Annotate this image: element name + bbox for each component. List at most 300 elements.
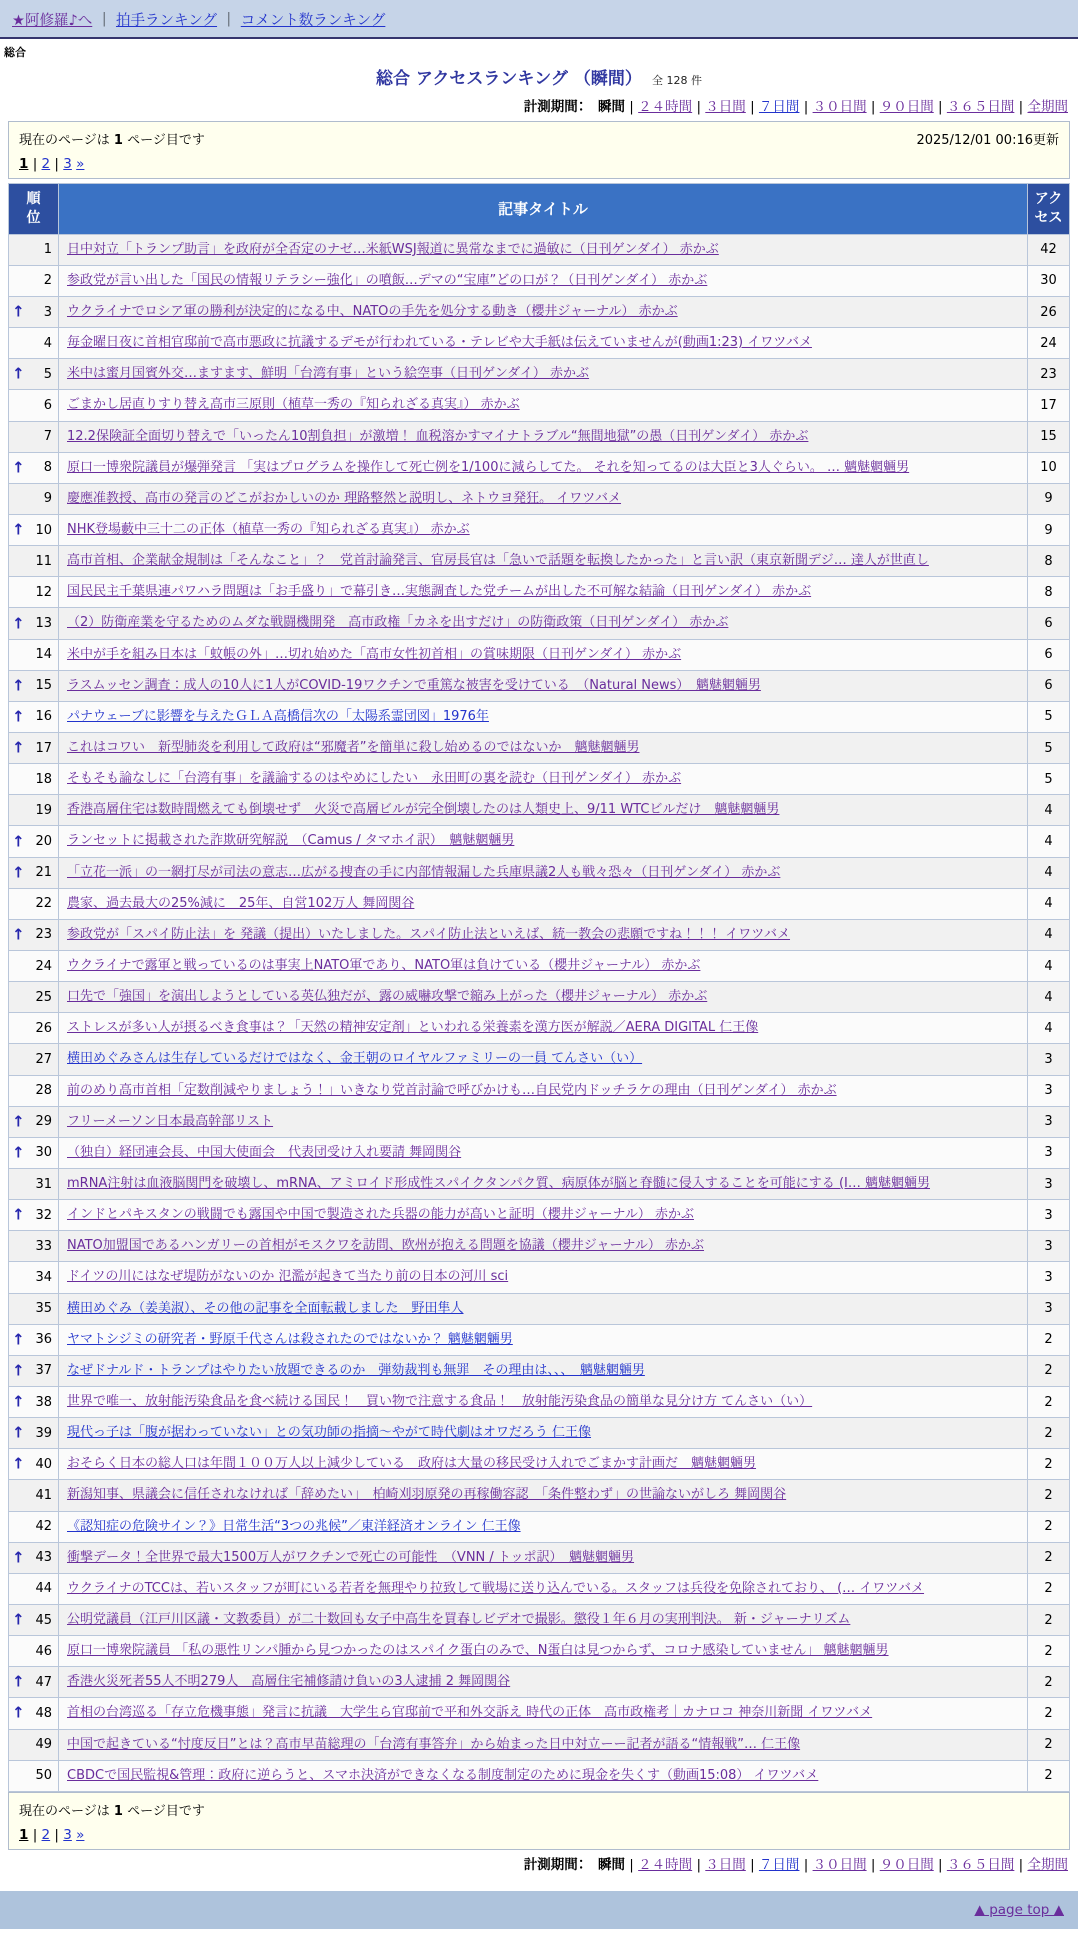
title-cell [59, 1169, 1028, 1200]
rank-number: 3 [43, 304, 52, 320]
article-link[interactable]: 高市首相、企業献金規制は「そんなこと」？ 党首討論発言、官房長官は「急いで話題を転換したかった」と言い訳（東京新聞デジ… 達人が世直し [67, 553, 929, 569]
title-cell [59, 1636, 1028, 1667]
rank-number: 45 [35, 1612, 52, 1628]
rank-cell [9, 951, 59, 982]
title-cell [59, 265, 1028, 296]
period-link[interactable]: ３日間 [705, 1856, 746, 1873]
access-count: 2 [1028, 1542, 1070, 1573]
rank-number: 24 [35, 958, 52, 974]
table-row [9, 857, 1070, 888]
rank-number: 39 [35, 1425, 52, 1441]
rank-cell [9, 1231, 59, 1262]
table-row [9, 982, 1070, 1013]
table-row [9, 795, 1070, 826]
rank-number: 37 [35, 1363, 52, 1379]
table-row [9, 1075, 1070, 1106]
rank-cell [9, 546, 59, 577]
period-link[interactable]: ３日間 [705, 99, 746, 115]
access-count: 10 [1028, 452, 1070, 483]
table-row [9, 1106, 1070, 1137]
title-cell [59, 1573, 1028, 1604]
rank-number: 49 [35, 1737, 52, 1753]
rank-number: 12 [35, 584, 52, 600]
title-cell [59, 1013, 1028, 1044]
table-row [9, 1044, 1070, 1075]
current-page-number: 1 [113, 133, 123, 148]
article-link[interactable]: フリーメーソン日本最高幹部リスト [67, 1113, 274, 1129]
rank-number: 32 [35, 1207, 52, 1223]
period-link[interactable]: ９０日間 [879, 1856, 934, 1873]
rank-up-arrow-icon: ↑ [12, 458, 25, 477]
title-line [0, 62, 1078, 92]
article-link[interactable]: ヤマトシジミの研究者・野原千代さんは殺されたのではないか？ 魑魅魍魎男 [67, 1331, 513, 1347]
article-link[interactable]: 毎金曜日夜に首相官邸前で高市悪政に抗議するデモが行われている・テレビや大手紙は伝えていませんが(動画1:23) イワツバメ [67, 335, 812, 351]
article-link[interactable]: 米中が手を組み日本は「蚊帳の外」…切れ始めた「高市女性初首相」の賞味期限（日刊ゲンダイ） 赤かぶ [67, 646, 682, 662]
period-link[interactable]: 全期間 [1027, 1856, 1068, 1873]
rank-up-arrow-icon: ↑ [12, 1361, 25, 1380]
article-link[interactable]: 首相の台湾巡る「存立危機事態」発言に抗議 大学生ら官邸前で平和外交訴え 時代の正体 高市政権考｜カナロコ 神奈川新聞 イワツバメ [67, 1705, 873, 1721]
pagination-page-link[interactable]: 1 [19, 156, 29, 172]
period-label: 計測期間： [523, 99, 599, 115]
article-link[interactable]: 「立花一派」の一網打尽が司法の意志…広がる捜査の手に内部情報漏した兵庫県議2人も戦々恐々（日刊ゲンダイ） 赤かぶ [67, 864, 781, 880]
pagination-next-link[interactable]: » [76, 156, 85, 172]
article-link[interactable]: 慶應准教授、高市の発言のどこがおかしいのか 理路整然と説明し、ネトウヨ発狂。 イワツバメ [67, 490, 622, 506]
current-page-suffix: ページ目です [127, 133, 205, 148]
table-row [9, 608, 1070, 639]
title-cell [59, 1542, 1028, 1573]
table-row [9, 483, 1070, 514]
rank-number: 7 [43, 429, 52, 445]
table-row [9, 1013, 1070, 1044]
title-cell [59, 764, 1028, 795]
title-cell [59, 1480, 1028, 1511]
period-link[interactable]: ３０日間 [812, 99, 867, 115]
access-count: 2 [1028, 1511, 1070, 1542]
title-cell [59, 452, 1028, 483]
table-row [9, 1231, 1070, 1262]
title-cell [59, 515, 1028, 546]
pagination-page-link[interactable]: 3 [63, 156, 72, 172]
rank-number: 35 [35, 1301, 52, 1317]
rank-cell [9, 826, 59, 857]
title-cell [59, 1231, 1028, 1262]
rank-number: 2 [43, 273, 52, 289]
period-link[interactable]: ３６５日間 [946, 1856, 1015, 1873]
pagination-top: 1 | 2 | 3 » [19, 156, 85, 172]
article-link[interactable]: 香港火災死者55人不明279人 高層住宅補修請け負いの3人逮捕 2 舞岡関谷 [67, 1674, 511, 1690]
rank-cell [9, 857, 59, 888]
rank-number: 5 [43, 366, 52, 382]
access-count: 42 [1028, 234, 1070, 265]
title-cell [59, 483, 1028, 514]
rank-cell [9, 1667, 59, 1698]
access-count: 23 [1028, 359, 1070, 390]
article-link[interactable]: 国民民主千葉県連パワハラ問題は「お手盛り」で幕引き…実態調査した党チームが出した不可解な結論（日刊ゲンダイ） 赤かぶ [67, 584, 812, 600]
rank-cell [9, 1262, 59, 1293]
rank-cell [9, 795, 59, 826]
article-link[interactable]: ストレスが多い人が摂るべき食事は？「天然の精神安定剤」といわれる栄養素を漢方医が解説／AERA DIGITAL 仁王像 [67, 1020, 759, 1036]
article-link[interactable]: 原口一博衆院議員が爆弾発言 「実はプログラムを操作して死亡例を1/100に減らしてた。 それを知ってるのは大臣と3人ぐらい。 … 魑魅魍魎男 [67, 459, 910, 475]
access-count: 2 [1028, 1698, 1070, 1729]
table-row [9, 265, 1070, 296]
access-count: 2 [1028, 1604, 1070, 1635]
access-count: 5 [1028, 701, 1070, 732]
table-row [9, 639, 1070, 670]
rank-number: 8 [43, 460, 52, 476]
rank-up-arrow-icon: ↑ [12, 1610, 25, 1629]
article-link[interactable]: CBDCで国民監視&管理：政府に逆らうと、スマホ決済ができなくなる制度制定のために現金を失くす（動画15:08） イワツバメ [67, 1767, 819, 1783]
rank-cell [9, 919, 59, 950]
table-row [9, 1137, 1070, 1168]
article-link[interactable]: （2）防衛産業を守るためのムダな戦闘機開発 高市政権「カネを出すだけ」の防衛政策（日刊ゲンダイ） 赤かぶ [67, 615, 729, 631]
access-count: 4 [1028, 857, 1070, 888]
article-link[interactable]: ドイツの川にはなぜ堤防がないのか 氾濫が起きて当たり前の日本の河川 sci [67, 1269, 509, 1285]
rank-up-arrow-icon: ↑ [12, 1205, 25, 1224]
updated-timestamp: 2025/12/01 00:16更新 [916, 133, 1059, 148]
access-count: 3 [1028, 1293, 1070, 1324]
access-count: 2 [1028, 1449, 1070, 1480]
access-count: 2 [1028, 1636, 1070, 1667]
rank-number: 21 [35, 865, 52, 881]
access-count: 2 [1028, 1760, 1070, 1791]
title-cell [59, 1262, 1028, 1293]
rank-up-arrow-icon: ↑ [12, 832, 25, 851]
page-title: 総合 アクセスランキング （瞬間） [376, 69, 642, 89]
article-link[interactable]: 新潟知事、県議会に信任されなければ「辞めたい」 柏崎刈羽原発の再稼働容認 「条件整わず」の世論ないがしろ 舞岡関谷 [67, 1487, 787, 1503]
column-header-title: 記事タイトル [59, 184, 1028, 235]
rank-up-arrow-icon: ↑ [12, 863, 25, 882]
article-link[interactable]: 12.2保険証全面切り替えで「いったん10割負担」が激増！ 血税溶かすマイナトラブル“無間地獄”の愚（日刊ゲンダイ） 赤かぶ [67, 428, 809, 444]
access-count: 2 [1028, 1324, 1070, 1355]
rank-cell [9, 1200, 59, 1231]
article-link[interactable]: 世界で唯一、放射能汚染食品を食べ続ける国民！ 買い物で注意する食品！ 放射能汚染食品の簡単な見分け方 てんさい（い） [67, 1393, 813, 1409]
table-row [9, 1480, 1070, 1511]
access-count: 26 [1028, 297, 1070, 328]
category-label: 総合 [4, 46, 26, 59]
title-cell [59, 1667, 1028, 1698]
period-link[interactable]: 全期間 [1027, 99, 1068, 115]
period-link[interactable]: ７日間 [758, 1856, 800, 1873]
article-link[interactable]: なぜドナルド・トランプはやりたい放題できるのか 弾劾裁判も無罪 その理由は、、、 魑魅魍魎男 [67, 1362, 645, 1378]
pagination-page-link[interactable]: 2 [41, 156, 51, 172]
table-row [9, 1511, 1070, 1542]
page-top-bar [0, 1891, 1078, 1929]
table-row [9, 1169, 1070, 1200]
title-cell [59, 1293, 1028, 1324]
rank-cell [9, 297, 59, 328]
pagination-page-link[interactable]: 2 [41, 1826, 51, 1843]
rank-cell [9, 328, 59, 359]
article-link[interactable]: 口先で「強国」を演出しようとしている英仏独だが、露の威嚇攻撃で縮み上がった（櫻井ジャーナル） 赤かぶ [67, 989, 708, 1005]
title-cell [59, 1355, 1028, 1386]
access-count: 4 [1028, 826, 1070, 857]
column-header-rank: 順位 [9, 184, 59, 235]
access-count: 4 [1028, 951, 1070, 982]
access-count: 4 [1028, 982, 1070, 1013]
table-row [9, 1573, 1070, 1604]
rank-number: 6 [43, 398, 52, 414]
article-link[interactable]: （独自）経団連会長、中国大使面会 代表団受け入れ要請 舞岡関谷 [67, 1144, 462, 1160]
access-count: 5 [1028, 733, 1070, 764]
top-nav [0, 0, 1078, 39]
period-link[interactable]: ７日間 [758, 99, 800, 115]
rank-number: 14 [35, 647, 52, 663]
article-link[interactable]: 日中対立「トランプ助言」を政府が全否定のナゼ…米紙WSJ報道に異常なまでに過敏に（日刊ゲンダイ） 赤かぶ [67, 241, 719, 257]
period-current: 瞬間 [598, 99, 626, 115]
table-row [9, 328, 1070, 359]
title-cell [59, 888, 1028, 919]
title-cell [59, 951, 1028, 982]
rank-up-arrow-icon: ↑ [12, 1330, 25, 1349]
rank-number: 36 [35, 1332, 52, 1348]
rank-number: 43 [35, 1550, 52, 1566]
table-row [9, 1698, 1070, 1729]
rank-up-arrow-icon: ↑ [12, 1548, 25, 1567]
rank-number: 48 [35, 1705, 52, 1721]
rank-number: 9 [43, 491, 52, 507]
title-cell [59, 670, 1028, 701]
title-cell [59, 546, 1028, 577]
nav-link[interactable]: ★阿修羅♪へ [12, 13, 93, 29]
access-count: 2 [1028, 1355, 1070, 1386]
article-link[interactable]: ウクライナのTCCは、若いスタッフが町にいる若者を無理やり拉致して戦場に送り込んでいる。スタッフは兵役を免除されており、 (… イワツバメ [67, 1580, 925, 1596]
rank-cell [9, 1698, 59, 1729]
access-count: 8 [1028, 577, 1070, 608]
access-count: 9 [1028, 483, 1070, 514]
rank-up-arrow-icon: ↑ [12, 1454, 25, 1473]
rank-number: 11 [35, 553, 52, 569]
title-cell [59, 1604, 1028, 1635]
article-link[interactable]: そもそも論なしに「台湾有事」を議論するのはやめにしたい 永田町の裏を読む（日刊ゲンダイ） 赤かぶ [67, 771, 682, 787]
article-link[interactable]: ウクライナで露軍と戦っているのは事実上NATO軍であり、NATO軍は負けている（櫻井ジャーナル） 赤かぶ [67, 958, 701, 974]
article-link[interactable]: ウクライナでロシア軍の勝利が決定的になる中、NATOの手先を処分する動き（櫻井ジャーナル） 赤かぶ [67, 304, 678, 320]
article-link[interactable]: 原口一博衆院議員 「私の悪性リンパ腫から見つかったのはスパイク蛋白のみで、N蛋白は見つからず、コロナ感染していません」 魑魅魍魎男 [67, 1643, 889, 1659]
access-count: 2 [1028, 1480, 1070, 1511]
rank-number: 41 [35, 1487, 52, 1503]
page-info-bar-top [8, 121, 1070, 179]
rank-cell [9, 764, 59, 795]
period-link[interactable]: ２４時間 [638, 1856, 693, 1873]
rank-number: 19 [35, 802, 52, 818]
access-count: 2 [1028, 1386, 1070, 1417]
article-link[interactable]: 横田めぐみさんは生存しているだけではなく、金王朝のロイヤルファミリーの一員 てんさい（い） [67, 1051, 643, 1067]
access-count: 4 [1028, 888, 1070, 919]
article-link[interactable]: パナウェーブに影響を与えたＧＬＡ高橋信次の「太陽系霊団図」1976年 [67, 708, 489, 724]
title-cell [59, 234, 1028, 265]
article-link[interactable]: mRNA注射は血液脳関門を破壊し、mRNA、アミロイド形成性スパイクタンパク質、病原体が脳と脊髄に侵入することを可能にする (I… 魑魅魍魎男 [67, 1176, 930, 1191]
access-count: 4 [1028, 1013, 1070, 1044]
rank-cell [9, 1169, 59, 1200]
current-page-number: 1 [113, 1803, 123, 1819]
rank-up-arrow-icon: ↑ [12, 365, 25, 384]
title-cell [59, 1449, 1028, 1480]
article-link[interactable]: 中国で起きている“忖度反日”とは？高市早苗総理の「台湾有事答弁」から始まった日中対立ーー記者が語る“情報戦”… 仁王像 [67, 1736, 801, 1752]
rank-number: 46 [35, 1643, 52, 1659]
rank-cell [9, 982, 59, 1013]
pagination-page-link[interactable]: 3 [63, 1826, 72, 1843]
article-link[interactable]: これはコワい 新型肺炎を利用して政府は“邪魔者”を簡単に殺し始めるのではないか 魑魅魍魎男 [67, 740, 640, 756]
table-row [9, 1729, 1070, 1760]
access-count: 4 [1028, 795, 1070, 826]
rank-number: 17 [35, 740, 52, 756]
table-row [9, 515, 1070, 546]
rank-cell [9, 608, 59, 639]
table-row [9, 1386, 1070, 1417]
title-cell [59, 328, 1028, 359]
table-row [9, 1542, 1070, 1573]
rank-up-arrow-icon: ↑ [12, 1143, 25, 1162]
rank-cell [9, 359, 59, 390]
rank-cell [9, 1760, 59, 1791]
article-link[interactable]: おそらく日本の総人口は年間１００万人以上減少している 政府は大量の移民受け入れでごまかす計画だ 魑魅魍魎男 [67, 1456, 757, 1472]
article-link[interactable]: NHK登場藪中三十二の正体（植草一秀の『知られざる真実』） 赤かぶ [67, 522, 470, 538]
table-row [9, 1636, 1070, 1667]
rank-number: 29 [35, 1114, 52, 1130]
rank-cell [9, 670, 59, 701]
table-row [9, 764, 1070, 795]
rank-cell [9, 1480, 59, 1511]
rank-up-arrow-icon: ↑ [12, 1112, 25, 1131]
rank-cell [9, 701, 59, 732]
column-header-access: アクセス [1028, 184, 1070, 235]
period-link[interactable]: ３６５日間 [946, 99, 1015, 115]
rank-cell [9, 1075, 59, 1106]
title-cell [59, 701, 1028, 732]
total-count: 全 128 件 [651, 74, 702, 87]
table-row [9, 1449, 1070, 1480]
rank-cell [9, 390, 59, 421]
table-row [9, 888, 1070, 919]
table-row [9, 577, 1070, 608]
rank-cell [9, 452, 59, 483]
table-row [9, 1760, 1070, 1791]
title-cell [59, 1386, 1028, 1417]
rank-cell [9, 1106, 59, 1137]
rank-number: 4 [43, 335, 52, 351]
access-count: 8 [1028, 546, 1070, 577]
title-cell [59, 297, 1028, 328]
article-link[interactable]: 参政党が「スパイ防止法」を 発議（提出）いたしました。スパイ防止法といえば、統一教会の悲願ですね！！！ イワツバメ [67, 926, 791, 942]
title-cell [59, 1324, 1028, 1355]
access-count: 6 [1028, 608, 1070, 639]
access-count: 4 [1028, 919, 1070, 950]
nav-link[interactable]: コメント数ランキング [240, 13, 386, 29]
title-cell [59, 639, 1028, 670]
title-cell [59, 1698, 1028, 1729]
article-link[interactable]: 米中は蜜月国賓外交…ますます、鮮明「台湾有事」という絵空事（日刊ゲンダイ） 赤かぶ [67, 366, 590, 382]
table-header-row [9, 184, 1070, 235]
current-page-prefix: 現在のページは [19, 1803, 110, 1819]
table-row [9, 452, 1070, 483]
period-link[interactable]: ９０日間 [879, 99, 934, 115]
table-row [9, 359, 1070, 390]
rank-cell [9, 733, 59, 764]
period-link[interactable]: ２４時間 [638, 99, 693, 115]
rank-number: 15 [35, 678, 52, 694]
nav-link[interactable]: 拍手ランキング [115, 13, 218, 29]
period-label: 計測期間： [523, 1856, 599, 1873]
rank-cell [9, 234, 59, 265]
article-link[interactable]: 現代っ子は「腹が据わっていない」との気功師の指摘〜やがて時代劇はオワだろう 仁王像 [67, 1425, 592, 1441]
access-count: 5 [1028, 764, 1070, 795]
rank-number: 26 [35, 1020, 52, 1036]
rank-cell [9, 1449, 59, 1480]
access-count: 2 [1028, 1729, 1070, 1760]
current-page-suffix: ページ目です [127, 1803, 205, 1819]
rank-number: 31 [35, 1176, 52, 1192]
title-cell [59, 1418, 1028, 1449]
rank-cell [9, 483, 59, 514]
rank-up-arrow-icon: ↑ [12, 1704, 25, 1723]
rank-cell [9, 1418, 59, 1449]
access-count: 15 [1028, 421, 1070, 452]
table-row [9, 390, 1070, 421]
article-link[interactable]: 公明党議員（江戸川区議・文教委員）が二十数回も女子中高生を買春しビデオで撮影。懲役１年６月の実刑判決。 新・ジャーナリズム [67, 1611, 851, 1627]
rank-up-arrow-icon: ↑ [12, 707, 25, 726]
rank-cell [9, 1324, 59, 1355]
article-link[interactable]: NATO加盟国であるハンガリーの首相がモスクワを訪問、欧州が抱える問題を協議（櫻井ジャーナル） 赤かぶ [67, 1238, 705, 1254]
title-cell [59, 1044, 1028, 1075]
article-link[interactable]: 衝撃データ！全世界で最大1500万人がワクチンで死亡の可能性 （VNN / トッポ訳） 魑魅魍魎男 [67, 1549, 635, 1565]
article-link[interactable]: 前のめり高市首相「定数削減やりましょう！」いきなり党首討論で呼びかけも…自民党内ドッチラケの理由（日刊ゲンダイ） 赤かぶ [67, 1082, 837, 1098]
title-cell [59, 1106, 1028, 1137]
table-row [9, 1200, 1070, 1231]
article-link[interactable]: 横田めぐみ（姜美淑）、その他の記事を全面転載しました 野田隼人 [67, 1300, 464, 1316]
rank-number: 23 [35, 927, 52, 943]
rank-cell [9, 1355, 59, 1386]
article-link[interactable]: 参政党が言い出した「国民の情報リテラシー強化」の噴飯…デマの“宝庫”どの口が？（日刊ゲンダイ） 赤かぶ [67, 272, 708, 288]
title-cell [59, 1729, 1028, 1760]
rank-up-arrow-icon: ↑ [12, 676, 25, 695]
access-count: 6 [1028, 670, 1070, 701]
title-cell [59, 919, 1028, 950]
pagination-page-link[interactable]: 1 [19, 1826, 29, 1843]
rank-up-arrow-icon: ↑ [12, 1672, 25, 1691]
rank-number: 16 [35, 709, 52, 725]
rank-number: 50 [35, 1768, 52, 1784]
table-row [9, 1604, 1070, 1635]
page-top-link[interactable]: ▲ page top ▲ [974, 1901, 1064, 1918]
rank-up-arrow-icon: ↑ [12, 1423, 25, 1442]
title-cell [59, 826, 1028, 857]
rank-cell [9, 1386, 59, 1417]
article-link[interactable]: 香港高層住宅は数時間燃えても倒壊せず 火災で高層ビルが完全倒壊したのは人類史上、9/11 WTCビルだけ 魑魅魍魎男 [67, 802, 780, 818]
table-row [9, 951, 1070, 982]
pagination-next-link[interactable]: » [76, 1826, 85, 1843]
access-count: 3 [1028, 1231, 1070, 1262]
article-link[interactable]: 農家、過去最大の25%減に 25年、自営102万人 舞岡関谷 [67, 895, 415, 911]
access-count: 3 [1028, 1200, 1070, 1231]
period-link[interactable]: ３０日間 [812, 1856, 867, 1873]
rank-number: 10 [35, 522, 52, 538]
rank-up-arrow-icon: ↑ [12, 738, 25, 757]
rank-cell [9, 888, 59, 919]
article-link[interactable]: インドとパキスタンの戦闘でも露国や中国で製造された兵器の能力が高いと証明（櫻井ジャーナル） 赤かぶ [67, 1207, 694, 1223]
title-cell [59, 1200, 1028, 1231]
title-cell [59, 390, 1028, 421]
article-link[interactable]: ごまかし居直りすり替え高市三原則（植草一秀の『知られざる真実』） 赤かぶ [67, 397, 520, 413]
article-link[interactable]: ランセットに掲載された詐欺研究解説 （Camus / タマホイ訳） 魑魅魍魎男 [67, 833, 515, 849]
table-row [9, 1418, 1070, 1449]
article-link[interactable]: ラスムッセン調査：成人の10人に1人がCOVID-19ワクチンで重篤な被害を受けている （Natural News） 魑魅魍魎男 [67, 677, 761, 693]
title-cell [59, 359, 1028, 390]
rank-cell [9, 1293, 59, 1324]
article-link[interactable]: 《認知症の危険サイン？》日常生活“3つの兆候”／東洋経済オンライン 仁王像 [67, 1518, 521, 1534]
rank-number: 28 [35, 1083, 52, 1099]
rank-up-arrow-icon: ↑ [12, 520, 25, 539]
rank-number: 22 [35, 896, 52, 912]
rank-cell [9, 1542, 59, 1573]
